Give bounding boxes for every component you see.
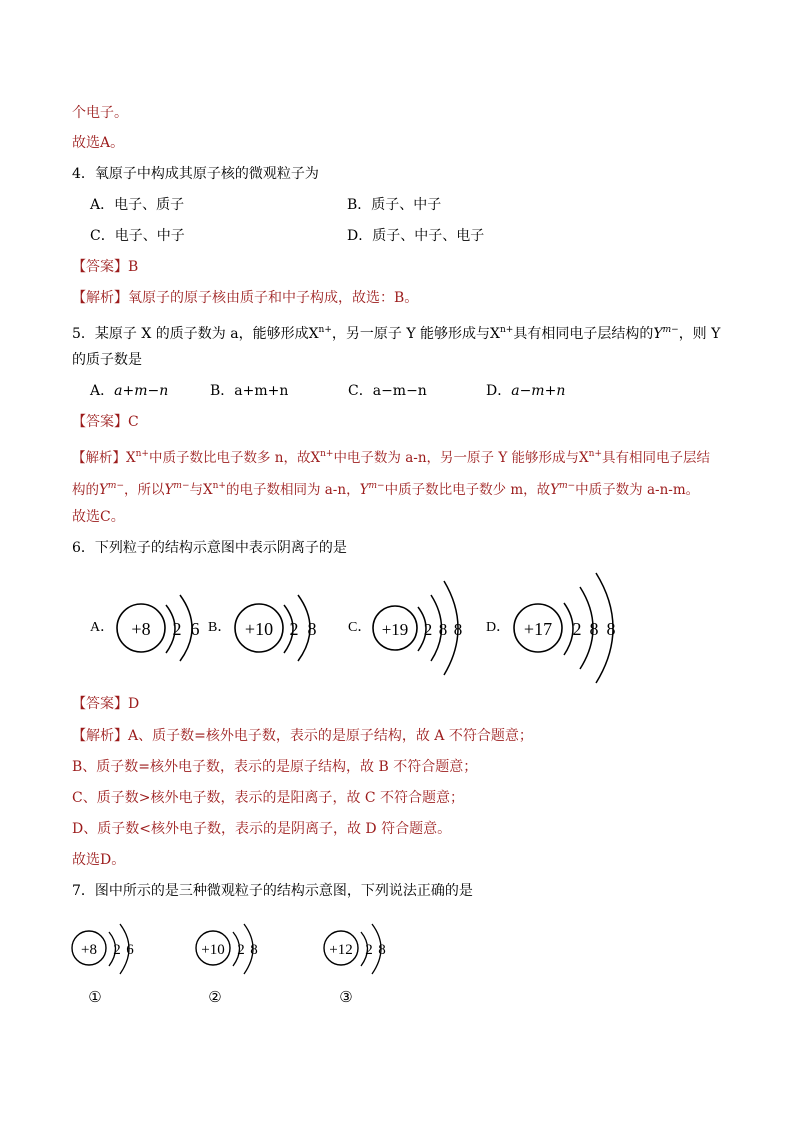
q4-option-c: C．电子、中子	[90, 228, 185, 244]
question-5-cont: 的质子数是	[72, 352, 142, 368]
question-6: 6．下列粒子的结构示意图中表示阴离子的是	[72, 540, 347, 556]
q5-text: 5．某原子 X 的质子数为 a，能够形成	[72, 326, 309, 342]
answer-tag: 【答案】	[72, 414, 128, 430]
svg-text:C．: C．	[348, 620, 372, 635]
q6-explanation-c: C、质子数>核外电子数，表示的是阳离子，故 C 不符合题意；	[72, 790, 465, 806]
svg-text:2: 2	[237, 942, 245, 958]
q7-diagram-2	[196, 924, 258, 1006]
svg-text:8: 8	[250, 942, 258, 958]
shell-electrons: 2	[172, 619, 182, 639]
question-4: 4．氧原子中构成其原子核的微观粒子为	[72, 166, 319, 182]
answer-tag: 【答案】	[72, 259, 128, 275]
q5-option-b: B．a+m+n	[210, 383, 289, 399]
svg-text:8: 8	[307, 619, 317, 639]
answer-value: B	[128, 259, 139, 275]
explanation-tag: 【解析】	[72, 290, 128, 306]
answer-tag: 【答案】	[72, 696, 128, 712]
svg-text:2: 2	[365, 942, 373, 958]
q5-option-a: A．a+m−n	[90, 383, 169, 399]
q6-explanation	[72, 726, 533, 746]
svg-text:+10: +10	[201, 942, 225, 958]
svg-text:8: 8	[438, 620, 448, 639]
caption: ②	[208, 990, 222, 1006]
q5-answer	[72, 412, 139, 432]
q6-diagram-b	[208, 595, 317, 661]
answer-value: D	[128, 696, 140, 712]
svg-text:+17: +17	[523, 619, 553, 639]
q6-answer	[72, 694, 139, 714]
caption: ③	[339, 990, 353, 1006]
q6-diagrams	[0, 565, 794, 690]
svg-text:8: 8	[453, 620, 463, 639]
q4-answer	[72, 257, 138, 277]
q5-explanation-cont: 构的$Y^{m-}$，所以$Y^{m-}$与$X^{n+}$的电子数相同为 a-n，$Y^{m-}$中质子数比电子数少 m，故$Y^{m-}$中质子数为 a-n-m。	[72, 481, 700, 498]
svg-text:8: 8	[378, 942, 386, 958]
shell-electrons: 6	[190, 619, 200, 639]
ion-x: $X^{n+}$	[308, 325, 332, 342]
q7-diagrams	[0, 918, 794, 1010]
nucleus-charge: +8	[131, 619, 151, 639]
svg-text:2: 2	[289, 619, 299, 639]
q5-text: ，另一原子 Y 能够形成与	[331, 326, 491, 342]
answer-value: C	[128, 414, 139, 430]
q4-explanation	[72, 288, 418, 308]
svg-text:8: 8	[589, 619, 599, 639]
text-line: 故选A。	[72, 135, 125, 151]
q5-text: ，则 Y	[678, 326, 721, 342]
caption: ①	[88, 990, 102, 1006]
q6-diagram-d	[486, 573, 616, 683]
svg-text:+10: +10	[244, 619, 274, 639]
q5-explanation: 【解析】$X^{n+}$中质子数比电子数多 n，故$X^{n+}$中电子数为 a-n，另一原子 Y 能够形成与$X^{n+}$具有相同电子层结	[72, 449, 710, 466]
q6-explanation-b: B、质子数=核外电子数，表示的是原子结构，故 B 不符合题意；	[72, 759, 478, 775]
svg-text:D．: D．	[486, 620, 511, 635]
q6-explanation-d: D、质子数<核外电子数，表示的是阴离子，故 D 符合题意。	[72, 821, 452, 837]
q4-option-a: A．电子、质子	[90, 197, 185, 213]
q5-option-d: D．a−m+n	[486, 383, 566, 399]
q4-option-b: B．质子、中子	[347, 197, 442, 213]
ion-x: $X^{n+}$	[490, 325, 514, 342]
text-line: 个电子。	[72, 105, 128, 121]
q7-diagram-1	[72, 924, 134, 1006]
q5-conclusion: 故选C。	[72, 509, 125, 525]
q6-diagram-c	[348, 581, 462, 675]
explanation-text: A、质子数=核外电子数，表示的是原子结构，故 A 不符合题意；	[128, 728, 533, 744]
q5-option-c: C．a−m−n	[348, 383, 427, 399]
svg-text:2: 2	[423, 620, 433, 639]
svg-text:2: 2	[572, 619, 582, 639]
q6-diagram-a	[90, 595, 200, 661]
svg-text:8: 8	[606, 619, 616, 639]
explanation-tag: 【解析】	[72, 450, 126, 466]
q4-option-d: D．质子、中子、电子	[347, 228, 485, 244]
q6-conclusion: 故选D。	[72, 852, 126, 868]
question-5	[72, 320, 720, 344]
svg-text:A．: A．	[90, 620, 115, 635]
question-7: 7．图中所示的是三种微观粒子的结构示意图，下列说法正确的是	[72, 883, 473, 899]
svg-text:+12: +12	[329, 942, 353, 958]
explanation-text: 氧原子的原子核由质子和中子构成，故选：B。	[128, 290, 419, 306]
ion-y: $Y^{m-}$	[653, 325, 679, 342]
svg-text:+19: +19	[381, 620, 409, 639]
explanation-tag: 【解析】	[72, 728, 128, 744]
svg-text:+8: +8	[81, 942, 97, 958]
q7-diagram-3	[324, 924, 386, 1006]
q5-text: 具有相同电子层结构的	[513, 326, 654, 342]
svg-text:6: 6	[126, 942, 134, 958]
svg-text:2: 2	[113, 942, 121, 958]
svg-text:B．: B．	[208, 620, 232, 635]
